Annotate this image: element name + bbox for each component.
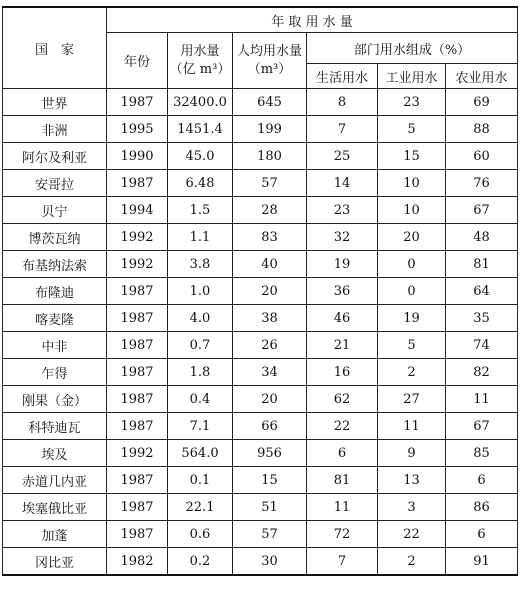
cell-industrial: 2	[378, 359, 446, 386]
cell-year: 1987	[107, 305, 168, 332]
cell-country: 阿尔及利亚	[3, 143, 107, 170]
water-use-table-container	[2, 6, 518, 576]
cell-country: 安哥拉	[3, 170, 107, 197]
cell-domestic: 32	[307, 224, 378, 251]
cell-country: 埃塞俄比亚	[3, 494, 107, 521]
cell-domestic: 25	[307, 143, 378, 170]
cell-domestic: 36	[307, 278, 378, 305]
cell-year: 1987	[107, 359, 168, 386]
table-row	[3, 89, 518, 116]
cell-industrial: 27	[378, 386, 446, 413]
cell-country: 赤道几内亚	[3, 467, 107, 494]
cell-volume: 45.0	[168, 143, 233, 170]
cell-country: 中非	[3, 332, 107, 359]
cell-year: 1987	[107, 170, 168, 197]
cell-volume: 32400.0	[168, 89, 233, 116]
cell-per-capita: 15	[233, 467, 307, 494]
cell-domestic: 8	[307, 89, 378, 116]
cell-country: 非洲	[3, 116, 107, 143]
cell-industrial: 11	[378, 413, 446, 440]
table-row	[3, 170, 518, 197]
cell-industrial: 2	[378, 548, 446, 576]
cell-per-capita: 34	[233, 359, 307, 386]
cell-year: 1992	[107, 224, 168, 251]
cell-per-capita: 20	[233, 386, 307, 413]
cell-volume: 3.8	[168, 251, 233, 278]
cell-year: 1987	[107, 386, 168, 413]
table-row	[3, 359, 518, 386]
cell-year: 1987	[107, 467, 168, 494]
cell-country: 博茨瓦纳	[3, 224, 107, 251]
cell-industrial: 20	[378, 224, 446, 251]
cell-volume: 1.5	[168, 197, 233, 224]
cell-country: 埃及	[3, 440, 107, 467]
cell-agricultural: 91	[446, 548, 518, 576]
cell-year: 1990	[107, 143, 168, 170]
table-row	[3, 305, 518, 332]
cell-industrial: 22	[378, 521, 446, 548]
cell-agricultural: 60	[446, 143, 518, 170]
header-annual-water-withdrawal: 年 取 用 水 量	[107, 7, 518, 33]
water-use-table	[2, 6, 518, 576]
cell-year: 1987	[107, 494, 168, 521]
header-volume-unit: （亿 m³）	[169, 61, 231, 77]
cell-volume: 6.48	[168, 170, 233, 197]
cell-country: 乍得	[3, 359, 107, 386]
table-row	[3, 386, 518, 413]
cell-agricultural: 11	[446, 386, 518, 413]
cell-domestic: 11	[307, 494, 378, 521]
cell-volume: 4.0	[168, 305, 233, 332]
cell-year: 1987	[107, 89, 168, 116]
cell-year: 1987	[107, 413, 168, 440]
cell-per-capita: 26	[233, 332, 307, 359]
cell-year: 1994	[107, 197, 168, 224]
cell-volume: 564.0	[168, 440, 233, 467]
cell-industrial: 10	[378, 197, 446, 224]
header-per-capita-unit: （m³）	[247, 61, 292, 77]
cell-domestic: 14	[307, 170, 378, 197]
table-row	[3, 197, 518, 224]
cell-volume: 1.1	[168, 224, 233, 251]
cell-domestic: 16	[307, 359, 378, 386]
cell-domestic: 72	[307, 521, 378, 548]
cell-industrial: 0	[378, 251, 446, 278]
cell-domestic: 7	[307, 548, 378, 576]
header-per-capita-label: 人均用水量	[236, 43, 302, 59]
header-year: 年份	[107, 33, 168, 89]
cell-volume: 1.8	[168, 359, 233, 386]
cell-agricultural: 76	[446, 170, 518, 197]
cell-domestic: 22	[307, 413, 378, 440]
cell-agricultural: 6	[446, 521, 518, 548]
cell-per-capita: 180	[233, 143, 307, 170]
cell-year: 1992	[107, 440, 168, 467]
header-domestic: 生活用水	[307, 64, 378, 89]
cell-agricultural: 35	[446, 305, 518, 332]
cell-country: 布隆迪	[3, 278, 107, 305]
cell-industrial: 19	[378, 305, 446, 332]
header-country: 国 家	[3, 7, 107, 89]
header-sector-composition: 部门用水组成（%）	[307, 33, 518, 64]
cell-year: 1987	[107, 521, 168, 548]
table-row	[3, 143, 518, 170]
cell-volume: 22.1	[168, 494, 233, 521]
cell-agricultural: 82	[446, 359, 518, 386]
cell-per-capita: 199	[233, 116, 307, 143]
cell-per-capita: 51	[233, 494, 307, 521]
cell-agricultural: 64	[446, 278, 518, 305]
cell-volume: 0.6	[168, 521, 233, 548]
cell-per-capita: 28	[233, 197, 307, 224]
cell-country: 加蓬	[3, 521, 107, 548]
cell-year: 1987	[107, 332, 168, 359]
cell-agricultural: 81	[446, 251, 518, 278]
cell-per-capita: 57	[233, 170, 307, 197]
cell-per-capita: 40	[233, 251, 307, 278]
cell-industrial: 9	[378, 440, 446, 467]
cell-country: 布基纳法索	[3, 251, 107, 278]
table-row	[3, 224, 518, 251]
table-row	[3, 278, 518, 305]
cell-per-capita: 645	[233, 89, 307, 116]
table-row	[3, 548, 518, 576]
cell-volume: 7.1	[168, 413, 233, 440]
cell-country: 贝宁	[3, 197, 107, 224]
cell-volume: 0.4	[168, 386, 233, 413]
cell-country: 喀麦隆	[3, 305, 107, 332]
cell-volume: 1451.4	[168, 116, 233, 143]
cell-agricultural: 67	[446, 197, 518, 224]
cell-agricultural: 6	[446, 467, 518, 494]
header-volume-label: 用水量	[180, 43, 220, 59]
cell-per-capita: 38	[233, 305, 307, 332]
cell-year: 1987	[107, 278, 168, 305]
cell-country: 刚果（金）	[3, 386, 107, 413]
table-row	[3, 521, 518, 548]
cell-per-capita: 20	[233, 278, 307, 305]
header-volume	[168, 33, 233, 89]
table-row	[3, 494, 518, 521]
cell-volume: 1.0	[168, 278, 233, 305]
table-row	[3, 467, 518, 494]
cell-industrial: 15	[378, 143, 446, 170]
cell-per-capita: 83	[233, 224, 307, 251]
header-industrial: 工业用水	[378, 64, 446, 89]
cell-volume: 0.2	[168, 548, 233, 576]
cell-per-capita: 57	[233, 521, 307, 548]
header-per-capita	[233, 33, 307, 89]
cell-industrial: 3	[378, 494, 446, 521]
cell-industrial: 23	[378, 89, 446, 116]
cell-agricultural: 67	[446, 413, 518, 440]
table-row	[3, 413, 518, 440]
cell-agricultural: 85	[446, 440, 518, 467]
table-row	[3, 251, 518, 278]
cell-agricultural: 48	[446, 224, 518, 251]
cell-agricultural: 74	[446, 332, 518, 359]
cell-domestic: 21	[307, 332, 378, 359]
cell-domestic: 46	[307, 305, 378, 332]
header-agricultural: 农业用水	[446, 64, 518, 89]
cell-year: 1995	[107, 116, 168, 143]
cell-industrial: 5	[378, 332, 446, 359]
table-row	[3, 440, 518, 467]
cell-country: 冈比亚	[3, 548, 107, 576]
cell-agricultural: 69	[446, 89, 518, 116]
cell-year: 1982	[107, 548, 168, 576]
cell-domestic: 19	[307, 251, 378, 278]
cell-domestic: 23	[307, 197, 378, 224]
cell-per-capita: 66	[233, 413, 307, 440]
table-body	[3, 89, 518, 576]
cell-domestic: 81	[307, 467, 378, 494]
cell-year: 1992	[107, 251, 168, 278]
cell-country: 世界	[3, 89, 107, 116]
cell-industrial: 5	[378, 116, 446, 143]
cell-volume: 0.1	[168, 467, 233, 494]
cell-country: 科特迪瓦	[3, 413, 107, 440]
cell-volume: 0.7	[168, 332, 233, 359]
cell-per-capita: 30	[233, 548, 307, 576]
cell-industrial: 13	[378, 467, 446, 494]
cell-industrial: 0	[378, 278, 446, 305]
table-row	[3, 332, 518, 359]
cell-domestic: 62	[307, 386, 378, 413]
cell-industrial: 10	[378, 170, 446, 197]
cell-per-capita: 956	[233, 440, 307, 467]
cell-domestic: 6	[307, 440, 378, 467]
cell-agricultural: 88	[446, 116, 518, 143]
table-row	[3, 116, 518, 143]
cell-domestic: 7	[307, 116, 378, 143]
cell-agricultural: 86	[446, 494, 518, 521]
